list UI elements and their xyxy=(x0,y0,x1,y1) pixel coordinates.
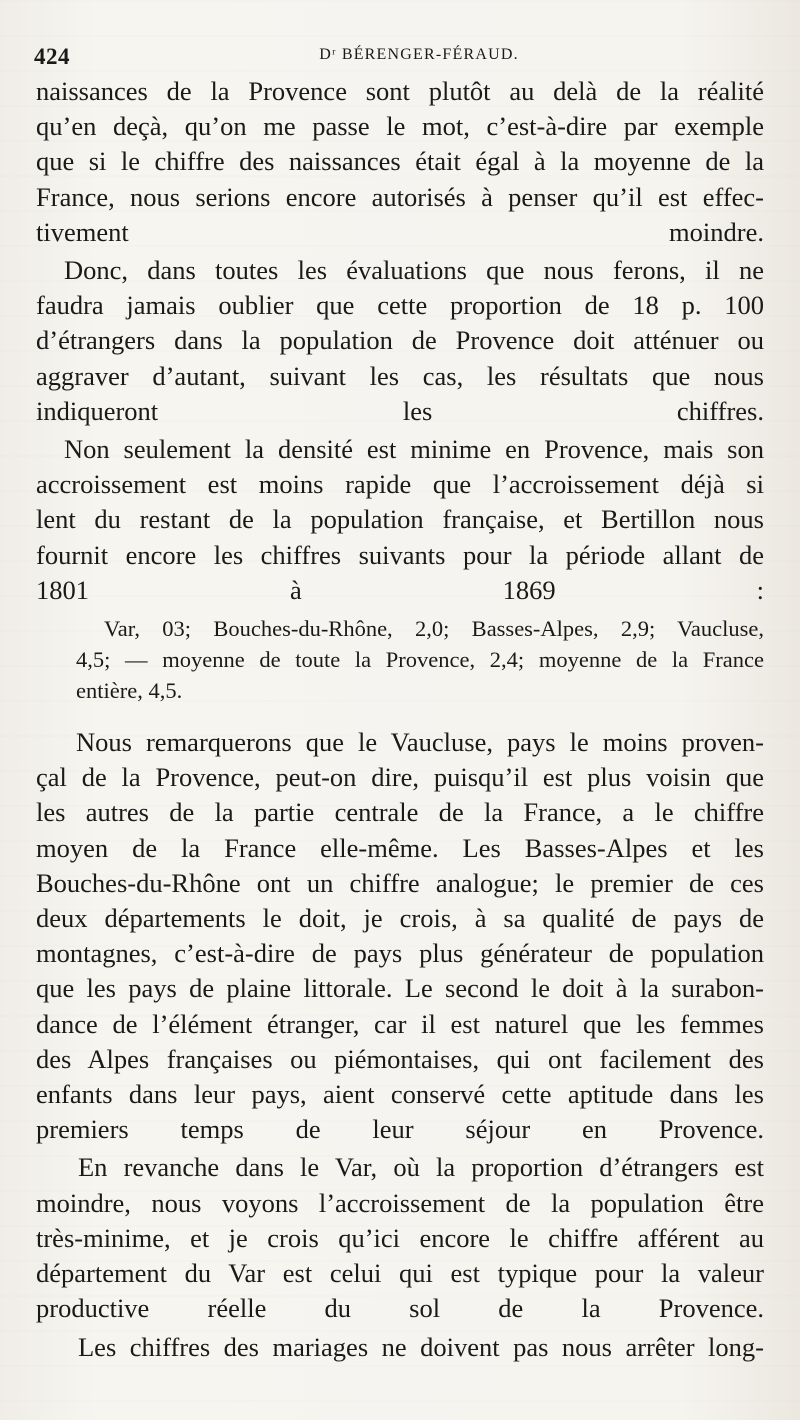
text-line: En revanche dans le Var, où la proportion d’étrangers est xyxy=(78,1152,764,1183)
text-line: faudra jamais oublier que cette proportion de 18 p. 100 xyxy=(36,290,764,321)
text-line: moindre, nous voyons l’accroissement de la population être xyxy=(36,1187,764,1218)
text-line: France, nous serions encore autorisés à penser qu’il est effec- xyxy=(36,181,764,212)
running-head: Dʳ BÉRENGER-FÉRAUD. xyxy=(319,46,519,63)
text-line: moyen de la France elle-même. Les Basses-Alpes et les xyxy=(36,832,764,863)
text-line: qu’en deçà, qu’on me passe le mot, c’est-à-dire par exemple xyxy=(36,111,764,142)
text-line: d’étrangers dans la population de Provence doit atténuer ou xyxy=(36,325,764,356)
text-line: deux départements le doit, je crois, à sa qualité de pays de xyxy=(36,903,764,934)
text-line: montagnes, c’est-à-dire de pays plus générateur de population xyxy=(36,938,764,969)
text-line: premiers temps de leur séjour en Provence. xyxy=(36,1114,764,1145)
text-line: Les chiffres des mariages ne doivent pas nous arrêter long- xyxy=(78,1331,764,1362)
text-line: Var, 03; Bouches-du-Rhône, 2,0; Basses-Alpes, 2,9; Vaucluse, xyxy=(104,616,764,642)
text-line: dance de l’élément étranger, car il est naturel que les femmes xyxy=(36,1008,764,1039)
text-line: entière, 4,5. xyxy=(76,678,183,704)
text-line: les autres de la partie centrale de la France, a le chiffre xyxy=(36,797,764,828)
paragraph-6 xyxy=(36,1330,764,1365)
text-line: naissances de la Provence sont plutôt au delà de la réalité xyxy=(36,76,764,106)
text-line: aggraver d’autant, suivant les cas, les résultats que nous xyxy=(36,360,764,391)
paragraph-4 xyxy=(36,725,764,1147)
paragraph-1 xyxy=(36,74,764,250)
text-line: çal de la Provence, peut-on dire, puisqu’il est plus voisin que xyxy=(36,762,764,793)
text-line: tivement moindre. xyxy=(36,216,764,247)
paragraph-5 xyxy=(36,1150,764,1326)
page-number: 424 xyxy=(34,44,70,69)
text-line: fournit encore les chiffres suivants pour la période allant de xyxy=(36,539,764,570)
text-line: très-minime, et je crois qu’ici encore le chiffre afférent au xyxy=(36,1222,764,1253)
text-line: que les pays de plaine littorale. Le second le doit à la surabon- xyxy=(36,973,764,1004)
paragraph-3 xyxy=(36,432,764,608)
text-line: Bouches-du-Rhône ont un chiffre analogue; le premier de ces xyxy=(36,867,764,898)
text-line: 1801 à 1869 : xyxy=(36,574,764,605)
text-line: Nous remarquerons que le Vaucluse, pays le moins proven- xyxy=(76,727,764,758)
text-line: lent du restant de la population française, et Bertillon nous xyxy=(36,504,764,535)
text-line: enfants dans leur pays, aient conservé cette aptitude dans les xyxy=(36,1079,764,1110)
page-header xyxy=(34,44,764,72)
text-line: Non seulement la densité est minime en Provence, mais son xyxy=(64,434,764,465)
quoted-figures xyxy=(36,613,764,706)
text-line: 4,5; — moyenne de toute la Provence, 2,4; moyenne de la France xyxy=(76,647,764,673)
page-body xyxy=(36,74,764,1365)
text-line: accroissement est moins rapide que l’accroissement déjà si xyxy=(36,469,764,500)
text-line: Donc, dans toutes les évaluations que nous ferons, il ne xyxy=(64,255,764,286)
text-line: productive réelle du sol de la Provence. xyxy=(36,1293,764,1324)
text-line: que si le chiffre des naissances était égal à la moyenne de la xyxy=(36,146,764,177)
text-line: des Alpes françaises ou piémontaises, qui ont facilement des xyxy=(36,1043,764,1074)
text-line: indiqueront les chiffres. xyxy=(36,395,764,426)
text-line: département du Var est celui qui est typique pour la valeur xyxy=(36,1258,764,1289)
paragraph-2 xyxy=(36,253,764,429)
